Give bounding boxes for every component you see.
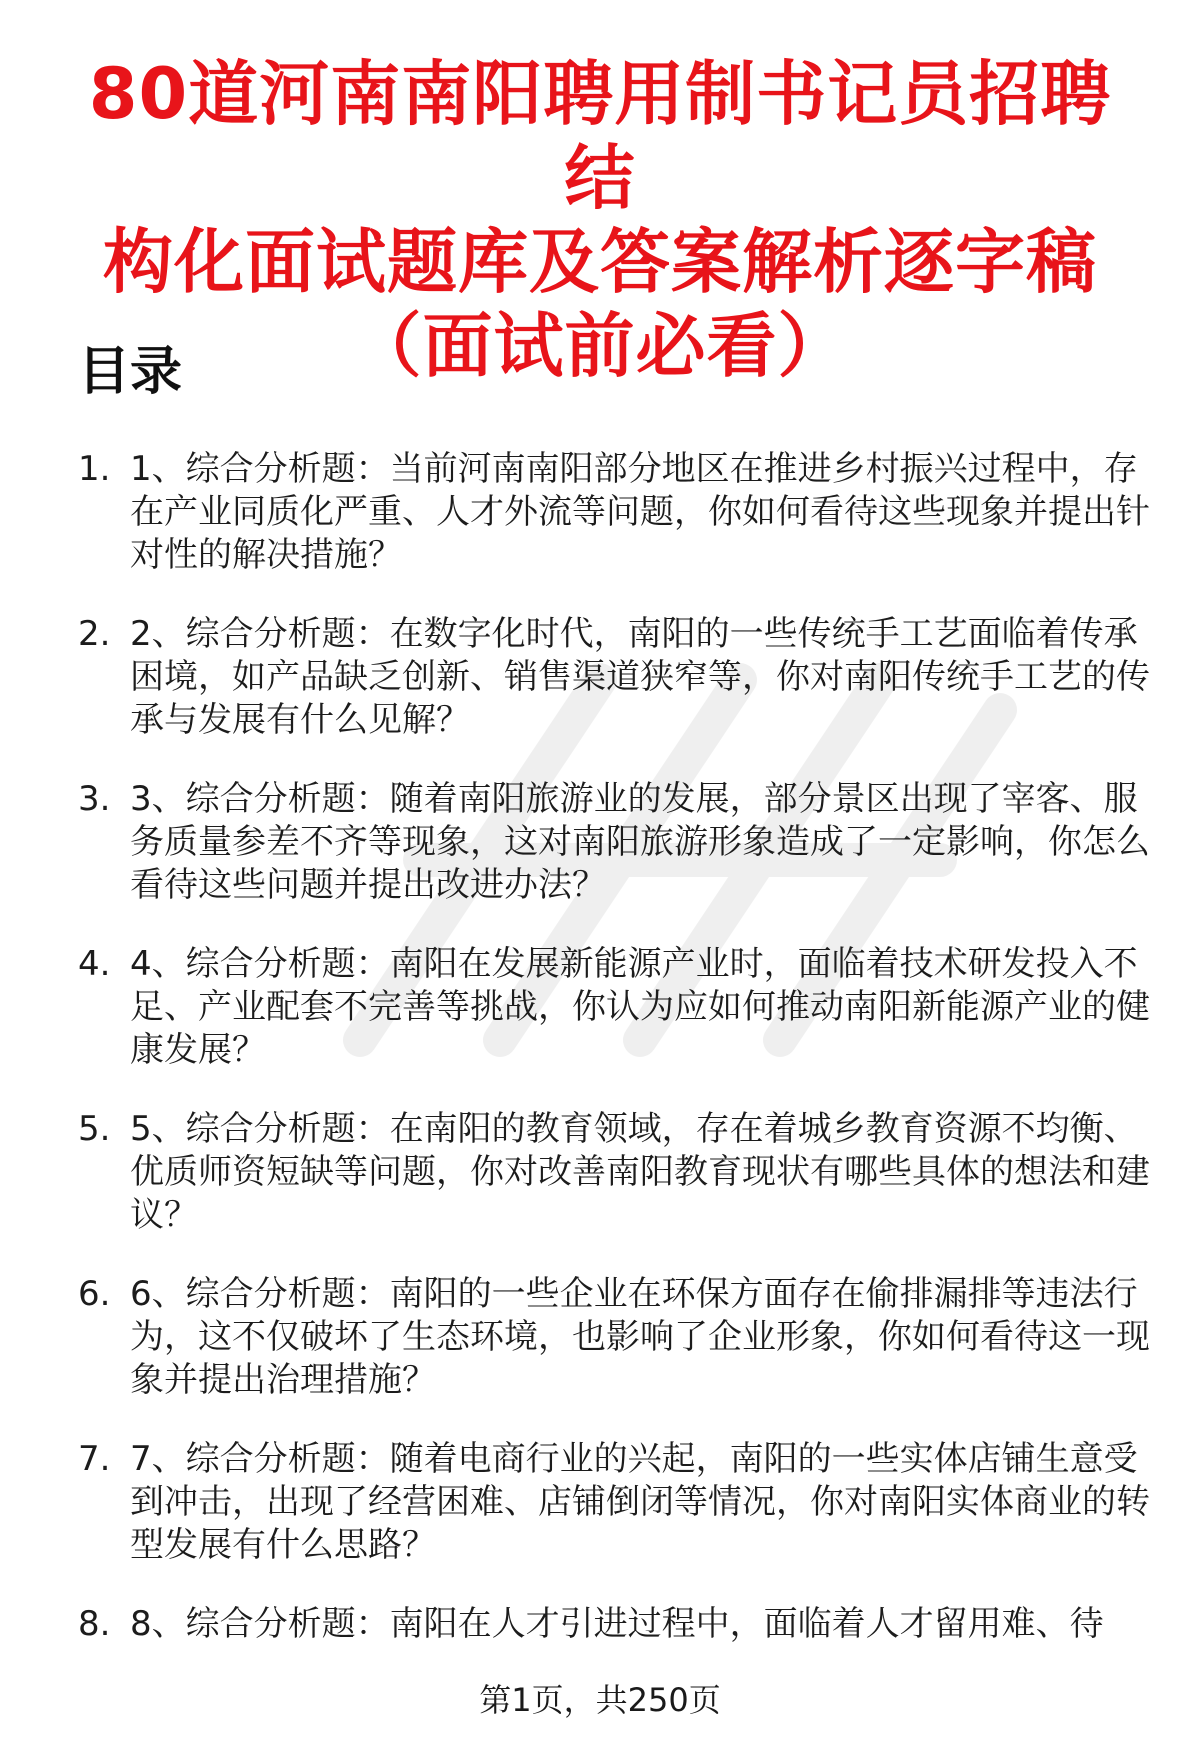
toc-item-number: 4. [78, 944, 111, 984]
toc-item-text: 1、综合分析题：当前河南南阳部分地区在推进乡村振兴过程中，存在产业同质化严重、人才外流等问题，你如何看待这些现象并提出针对性的解决措施？ [130, 449, 1150, 575]
toc-item-text: 4、综合分析题：南阳在发展新能源产业时，面临着技术研发投入不足、产业配套不完善等挑战，你认为应如何推动南阳新能源产业的健康发展？ [130, 944, 1150, 1070]
toc-item-text: 8、综合分析题：南阳在人才引进过程中，面临着人才留用难、待 [130, 1604, 1104, 1644]
toc-item[interactable] [78, 1438, 1160, 1567]
toc-item-text: 3、综合分析题：随着南阳旅游业的发展，部分景区出现了宰客、服务质量参差不齐等现象，这对南阳旅游形象造成了一定影响，你怎么看待这些问题并提出改进办法？ [130, 779, 1150, 905]
document-title-line-2: 构化面试题库及答案解析逐字稿 [103, 221, 1097, 303]
document-title-line-1: 80道河南南阳聘用制书记员招聘结 [88, 53, 1112, 219]
toc-item[interactable] [78, 613, 1160, 742]
toc-item-text: 6、综合分析题：南阳的一些企业在环保方面存在偷排漏排等违法行为，这不仅破坏了生态环境，也影响了企业形象，你如何看待这一现象并提出治理措施？ [130, 1274, 1150, 1400]
toc-item-number: 8. [78, 1604, 111, 1644]
toc-item-text: 2、综合分析题：在数字化时代，南阳的一些传统手工艺面临着传承困境，如产品缺乏创新、销售渠道狭窄等，你对南阳传统手工艺的传承与发展有什么见解？ [130, 614, 1150, 740]
toc-item-number: 2. [78, 614, 111, 654]
toc-item-text: 7、综合分析题：随着电商行业的兴起，南阳的一些实体店铺生意受到冲击，出现了经营困难、店铺倒闭等情况，你对南阳实体商业的转型发展有什么思路？ [130, 1439, 1150, 1565]
toc-item[interactable] [78, 1273, 1160, 1402]
toc-item[interactable] [78, 943, 1160, 1072]
toc-item[interactable] [78, 1108, 1160, 1237]
toc-item-number: 6. [78, 1274, 111, 1314]
document-title-line-3: （面试前必看） [351, 305, 849, 387]
toc-item-number: 3. [78, 779, 111, 819]
toc-item-text: 5、综合分析题：在南阳的教育领域，存在着城乡教育资源不均衡、优质师资短缺等问题，你对改善南阳教育现状有哪些具体的想法和建议？ [130, 1109, 1150, 1235]
toc-item-number: 1. [78, 449, 111, 489]
toc-list [78, 448, 1160, 1646]
toc-item[interactable] [78, 448, 1160, 577]
document-title [60, 52, 1140, 388]
toc-item-number: 5. [78, 1109, 111, 1149]
page-number-footer: 第1页，共250页 [479, 1681, 721, 1719]
toc-item-number: 7. [78, 1439, 111, 1479]
toc-item[interactable] [78, 1603, 1160, 1646]
toc-heading: 目录 [78, 342, 183, 402]
toc-item[interactable] [78, 778, 1160, 907]
